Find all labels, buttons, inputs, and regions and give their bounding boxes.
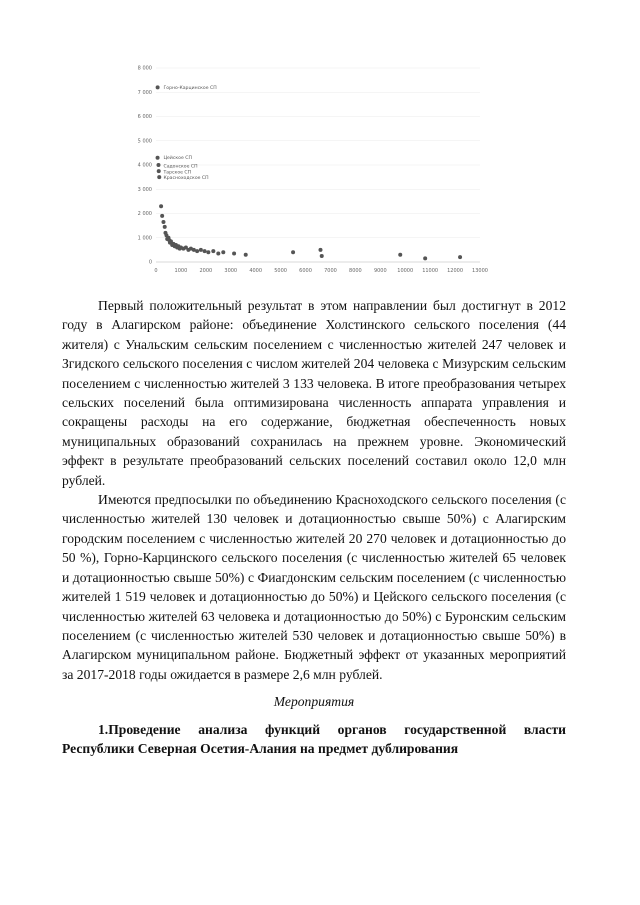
section-heading: Мероприятия [273,694,355,710]
scatter-chart [128,58,498,280]
y-tick-label: 8 000 [137,65,152,72]
data-point [156,163,160,167]
y-tick-label: 5 000 [137,138,152,145]
y-tick-label: 7 000 [137,89,152,96]
data-point [159,204,163,208]
data-point [216,252,220,256]
y-tick-label: 3 000 [137,186,152,193]
data-point [423,256,427,260]
x-tick-label: 13000 [472,268,488,274]
task-heading: 1.Проведение анализа функций органов государственной власти Республики Северная Осетия-Алания на предмет дублирования [62,721,566,756]
x-tick-label: 9000 [373,268,387,274]
y-tick-label: 6 000 [137,114,152,120]
data-point [157,175,161,179]
point-annotation: Горно-Карцинское СП [163,85,217,91]
data-point [211,249,215,253]
data-point [163,225,167,229]
data-point [203,249,207,253]
x-tick-label: 10000 [397,268,414,274]
point-annotation: Тарское СП [163,170,192,176]
y-tick-label: 2 000 [137,211,152,217]
data-point [199,248,203,252]
point-annotation: Красноходское СП [163,176,209,182]
x-tick-label: 4000 [249,268,263,274]
y-tick-label: 4 000 [137,162,152,169]
x-tick-label: 8000 [349,268,362,274]
data-point [320,254,324,258]
data-point [244,253,248,257]
paragraph-prerequisites: Имеются предпосылки по объединению Красноходского сельского поселения (с численностью жителей 130 человек и дотационностью свыше 50%) с Алагирским городским поселением с численностью жителей 20 270 человек и дотационностью до 50 %), Горно-Карцинского сельского поселения (с численностью жителей 65 человек и дотационностью свыше 50%) с Фиагдонским сельским поселением (с численностью жителей 1 519 человек и дотационностью до 50%) и Цейского сельского поселения (с численностью жителей 63 человека и дотационностью до 50%) с Буронским сельским поселением (с численностью жителей 530 человек и дотационностью свыше 50%) в Алагирском муниципальном районе. Бюджетный эффект от указанных мероприятий за 2017-2018 годы ожидается в размере 2,6 млн рублей. [62,492,566,682]
point-annotation: Садонское СП [163,164,198,170]
x-tick-label: 5000 [274,268,287,274]
data-point [195,249,199,253]
x-tick-label: 12000 [447,268,464,274]
paragraph-first-result: Первый положительный результат в этом направлении был достигнут в 2012 году в Алагирском районе: объединение Холстинского сельского поселения (44 жителя) с Унальским сельским поселением с численностью жителей 247 человек и Згидского сельского поселения с числом жителей 204 человека с Мизурским сельским поселением с численностью жителей 3 133 человека. В итоге преобразования четырех сельских поселений была оптимизирована численность аппарата управления и сокращены расходы на его содержание, бюджетная обеспеченность новых муниципальных образований сохранилась на прежнем уровне. Экономический эффект в результате преобразований сельских поселений составил около 12,0 млн рублей. [62,298,566,488]
data-point [291,250,295,254]
x-tick-label: 2000 [199,268,213,274]
data-point [156,156,160,160]
data-point [160,214,164,218]
data-point [156,85,160,89]
x-tick-label: 11000 [422,268,439,274]
x-tick-label: 0 [154,268,158,274]
y-tick-label: 0 [148,259,152,266]
data-point [161,220,165,224]
data-point [221,250,225,254]
data-point [157,169,161,173]
x-tick-label: 1000 [174,268,188,274]
data-point [206,250,210,254]
x-tick-label: 7000 [324,268,337,274]
y-tick-label: 1 000 [137,235,152,242]
x-tick-label: 3000 [224,268,238,274]
data-point [318,248,322,252]
data-point [458,255,462,259]
document-body [62,296,566,758]
point-annotation: Цейское СП [163,156,192,162]
scatter-chart-svg [128,58,498,280]
x-tick-label: 6000 [299,268,312,274]
data-point [398,253,402,257]
data-point [232,252,236,256]
